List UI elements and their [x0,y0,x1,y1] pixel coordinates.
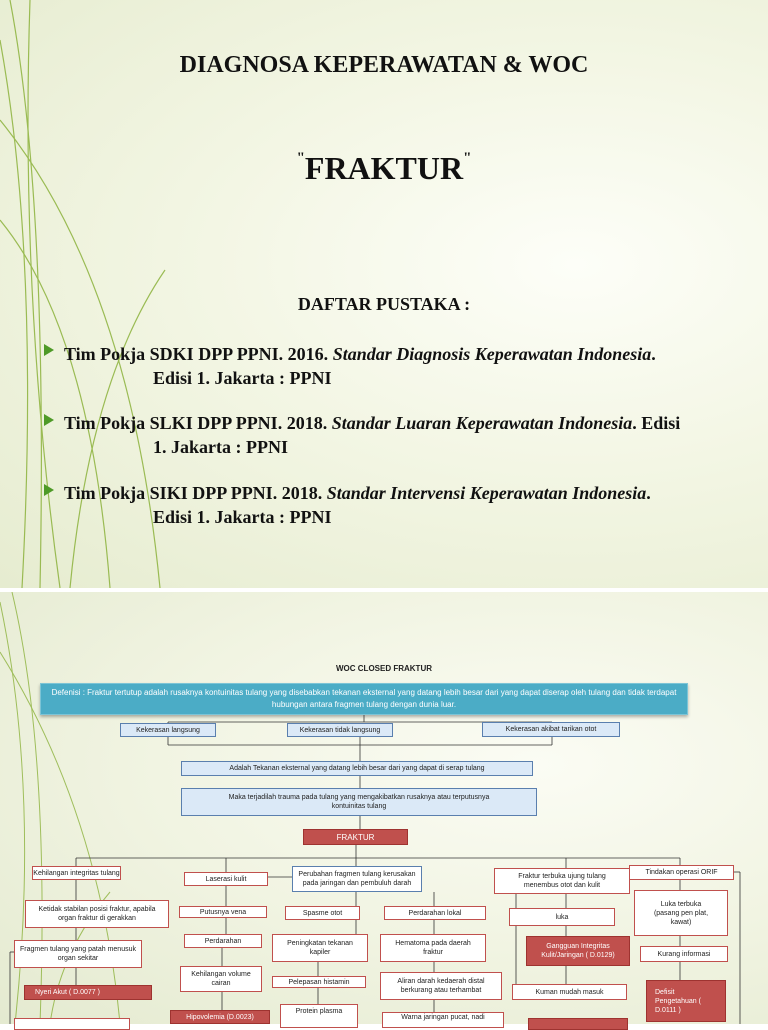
woc-node: Fraktur terbuka ujung tulang menembus otot dan kulit [494,868,630,894]
reference-item: Tim Pokja SIKI DPP PPNI. 2018. Standar Intervensi Keperawatan Indonesia. Edisi 1. Jakarta : PPNI [64,483,651,527]
references-heading: DAFTAR PUSTAKA : [297,294,471,314]
diagnosis-box: Gangguan Integritas Kulit/Jaringan ( D.0129) [526,936,630,966]
slide-title-text: DIAGNOSA KEPERAWATAN & WOC [179,52,589,78]
woc-node: Warna jaringan pucat, nadi [382,1012,504,1028]
woc-node: Peningkatan tekanan kapiler [272,934,368,962]
woc-node: luka [509,908,615,926]
definition-box: Defenisi : Fraktur tertutup adalah rusaknya kontuinitas tulang yang disebabkan tekanan eksternal yang datang lebih besar dari yang dapat diserap oleh tulang dan tidak terdapat hubungan antara fragmen tulang dengan dunia luar. [40,683,688,715]
woc-node: Kehilangan integritas tulang [32,866,121,880]
fraktur-box: FRAKTUR [303,829,408,845]
woc-node: Pelepasan histamin [272,976,366,988]
reference-item: Tim Pokja SLKI DPP PPNI. 2018. Standar Luaran Keperawatan Indonesia. Edisi 1. Jakarta : PPNI [64,413,681,457]
woc-node: Putusnya vena [179,906,267,918]
woc-node: Luka terbuka (pasang pen plat, kawat) [634,890,728,936]
woc-node: Spasme otot [285,906,360,920]
process-box: Maka terjadilah trauma pada tulang yang mengakibatkan rusaknya atau terputusnya kontuinitas tulang [181,788,537,816]
woc-node: Protein plasma [280,1004,358,1028]
woc-node: Perubahan fragmen tulang kerusakan pada jaringan dan pembuluh darah [292,866,422,892]
woc-node: Kehilangan volume cairan [180,966,262,992]
diagnosis-box [528,1018,628,1030]
woc-node: Kurang informasi [640,946,728,962]
diagnosis-box: Defisit Pengetahuan ( D.0111 ) [646,980,726,1022]
woc-node: Tindakan operasi ORIF [629,865,734,880]
woc-node: Perdarahan [184,934,262,948]
woc-node: Fragmen tulang yang patah menusuk organ sekitar [14,940,142,968]
woc-node: Aliran darah kedaerah distal berkurang atau terhambat [380,972,502,1000]
cause-box: Kekerasan akibat tarikan otot [482,722,620,737]
woc-title: WOC CLOSED FRAKTUR [336,664,432,673]
cause-box: Kekerasan langsung [120,723,216,737]
diagnosis-box: Hipovolemia (D.0023) [170,1010,270,1024]
fraktur-heading: "FRAKTUR" [296,150,472,186]
diagnosis-box: Nyeri Akut ( D.0077 ) [24,985,152,1000]
cause-box: Kekerasan tidak langsung [287,723,393,737]
woc-node: Laserasi kulit [184,872,268,886]
woc-node: Perdarahan lokal [384,906,486,920]
woc-node: Kuman mudah masuk [512,984,627,1000]
woc-node: Ketidak stabilan posisi fraktur, apabila organ fraktur di gerakkan [25,900,169,928]
woc-node [14,1018,130,1030]
process-box: Adalah Tekanan eksternal yang datang lebih besar dari yang dapat di serap tulang [181,761,533,776]
reference-item: Tim Pokja SDKI DPP PPNI. 2016. Standar Diagnosis Keperawatan Indonesia. Edisi 1. Jakarta : PPNI [64,344,656,388]
woc-node: Hematoma pada daerah fraktur [380,934,486,962]
